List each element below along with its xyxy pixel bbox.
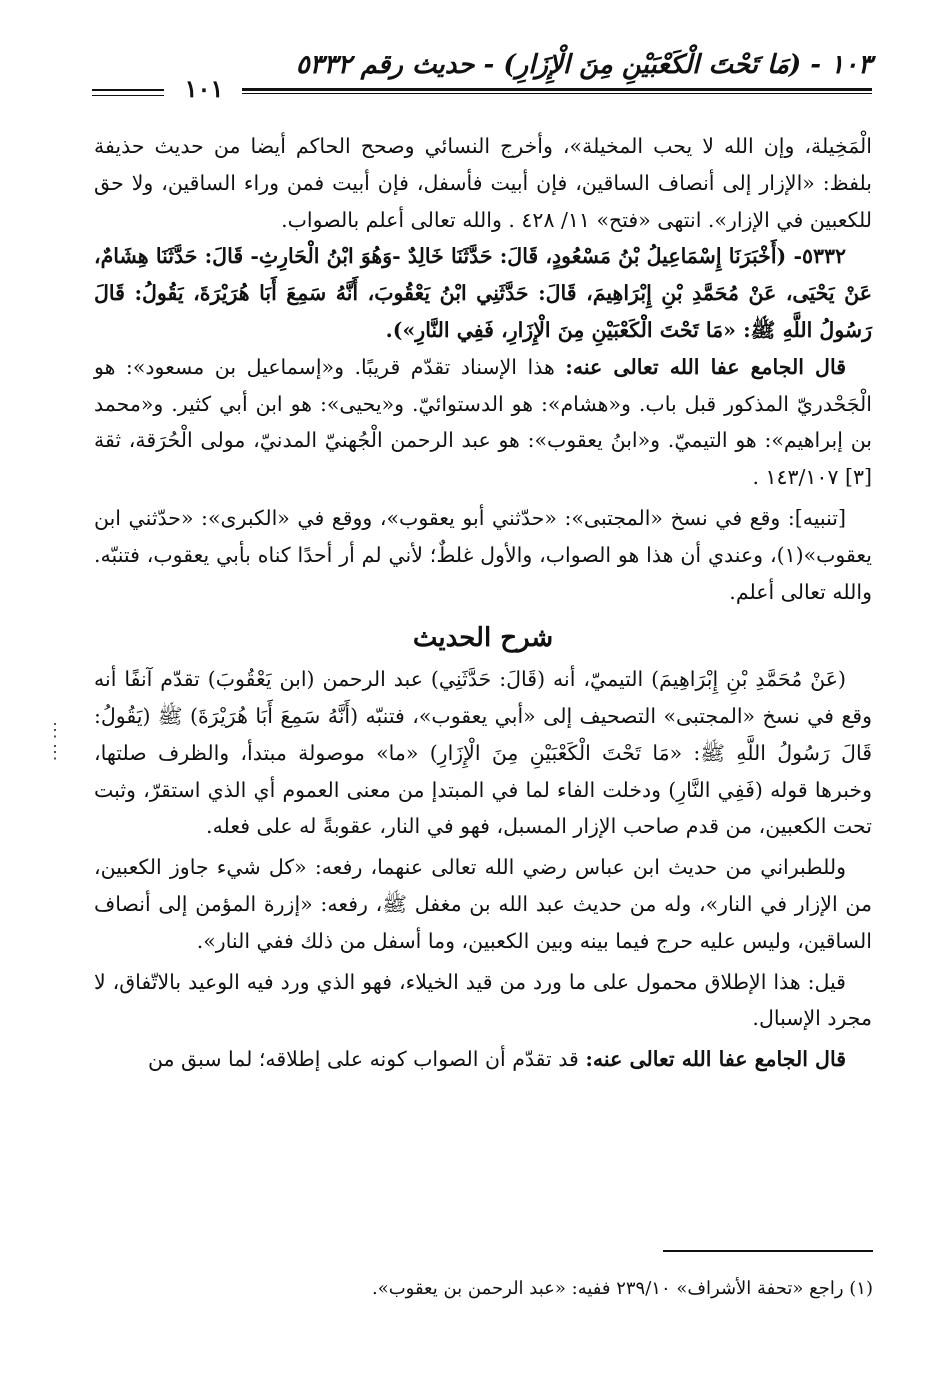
paragraph-sharh: (عَنْ مُحَمَّدِ بْنِ إِبْرَاهِيمَ) التيميّ، أنه (قَالَ: حَدَّثَنِي) عبد الرحمن (ابن يَعْقُوبَ) تقدّم آنفًا أنه وقع في نسخ «المجتبى» التصحيف إلى «أبي يعقوب»، فتنبّه (أَنَّهُ سَمِعَ أَبَا هُرَيْرَةَ) ﷺ (يَقُولُ: قَالَ رَسُولُ اللَّهِ ﷺ: «مَا تَحْتَ الْكَعْبَيْنِ مِنَ الْإِزَارِ) «ما» موصولة مبتدأ، والظرف صلتها، وخبرها قوله (فَفِي النَّارِ) ودخلت الفاء لما في المبتدإ من معنى العموم أي الذي استقرّ، وثبت تحت الكعبين، من قدم صاحب الإزار المسبل، فهو في النار، عقوبةً له على فعله. (94, 667, 872, 839)
header-rule-left-thick (92, 89, 164, 91)
paragraph-text: قد تقدّم أن الصواب كونه على إطلاقه؛ لما سبق من (147, 1047, 586, 1072)
section-heading: شرح الحديث (412, 623, 554, 654)
page-number: ١٠١ (184, 74, 224, 103)
hadith-text: ٥٣٣٢- (أَخْبَرَنَا إِسْمَاعِيلُ بْنُ مَسْعُودٍ، قَالَ: حَدَّثَنَا خَالِدٌ -وَهُوَ ابْنُ الْحَارِثِ- قَالَ: حَدَّثَنَا هِشَامٌ، عَنْ يَحْيَى، عَنْ مُحَمَّدِ بْنِ إِبْرَاهِيمَ، قَالَ: حَدَّثَنِي ابْنُ يَعْقُوبَ، أَنَّهُ سَمِعَ أَبَا هُرَيْرَةَ، يَقُولُ: قَالَ رَسُولُ اللَّهِ ﷺ: «مَا تَحْتَ الْكَعْبَيْنِ مِنَ الْإِزَارِ، فَفِي النَّارِ»). (94, 244, 872, 342)
footnote: (١) راجع «تحفة الأشراف» ٢٣٩/١٠ ففيه: «عبد الرحمن بن يعقوب». (371, 1278, 873, 1299)
lead-phrase: قال الجامع عفا الله تعالى عنه: (585, 1047, 846, 1072)
paragraph-text: هذا الإسناد تقدّم قريبًا. و«إسماعيل بن مسعود»: هو الْجَحْدريّ المذكور قبل باب. و«هشام»: هو الدستوائيّ. و«يحيى»: هو ابن أبي كثير. و«محمد بن إبراهيم»: هو التيميّ. و«ابنُ يعقوب»: هو عبد الرحمن الْجُهنيّ المدنيّ، مولى الْحُرَقة، ثقة [٣] ١٤٣/١٠٧ . (94, 354, 872, 490)
paragraph-final (94, 1041, 872, 1078)
paragraph-isnad-note (94, 349, 872, 496)
lead-phrase: قال الجامع عفا الله تعالى عنه: (565, 354, 846, 379)
tanbih-label: [تنبيه]: (787, 505, 846, 530)
margin-marks: ⋮ ⋮ (46, 720, 64, 763)
paragraph-continuation: الْمَخِيلة، وإن الله لا يحب المخيلة»، وأخرج النسائي وصحح الحاكم أيضا من حديث حذيفة بلفظ: «الإزار إلى أنصاف الساقين، فإن أبيت فأسفل، فإن أبيت فمن وراء الساقين، ولا حق للكعبين في الإزار». انتهى «فتح» ١١/ ٤٢٨ . والله تعالى أعلم بالصواب. (94, 134, 873, 232)
page-header (92, 42, 872, 102)
header-rule-thin (242, 93, 872, 94)
running-title: ١٠٣ - (مَا تَحْتَ الْكَعْبَيْنِ مِنَ الْإِزَارِ) - حديث رقم ٥٣٣٢ (295, 50, 872, 80)
paragraph-tanbih (94, 500, 872, 610)
footnote-separator (663, 1250, 873, 1252)
page-body (94, 128, 872, 1078)
paragraph-qil: قيل: هذا الإطلاق محمول على ما ورد من قيد الخيلاء، فهو الذي ورد فيه الوعيد بالاتّفاق، لا مجرد الإسبال. (94, 969, 872, 1031)
paragraph-text: وقع في نسخ «المجتبى»: «حدّثني أبو يعقوب»، ووقع في «الكبرى»: «حدّثني ابن يعقوب»(١)، وعندي أن هذا هو الصواب، والأول غلطٌ؛ لأني لم أر أحدًا كناه بأبي يعقوب، فتنبّه. والله تعالى أعلم. (94, 505, 872, 604)
paragraph-tabarani: وللطبراني من حديث ابن عباس رضي الله تعالى عنهما، رفعه: «كل شيء جاوز الكعبين، من الإزار في النار»، وله من حديث عبد الله بن مغفل ﷺ، رفعه: «إزرة المؤمن إلى أنصاف الساقين، وليس عليه حرج فيما بينه وبين الكعبين، وما أسفل من ذلك ففي النار». (94, 855, 872, 953)
header-rule-left-thin (92, 95, 164, 96)
header-rule-thick (242, 88, 872, 91)
